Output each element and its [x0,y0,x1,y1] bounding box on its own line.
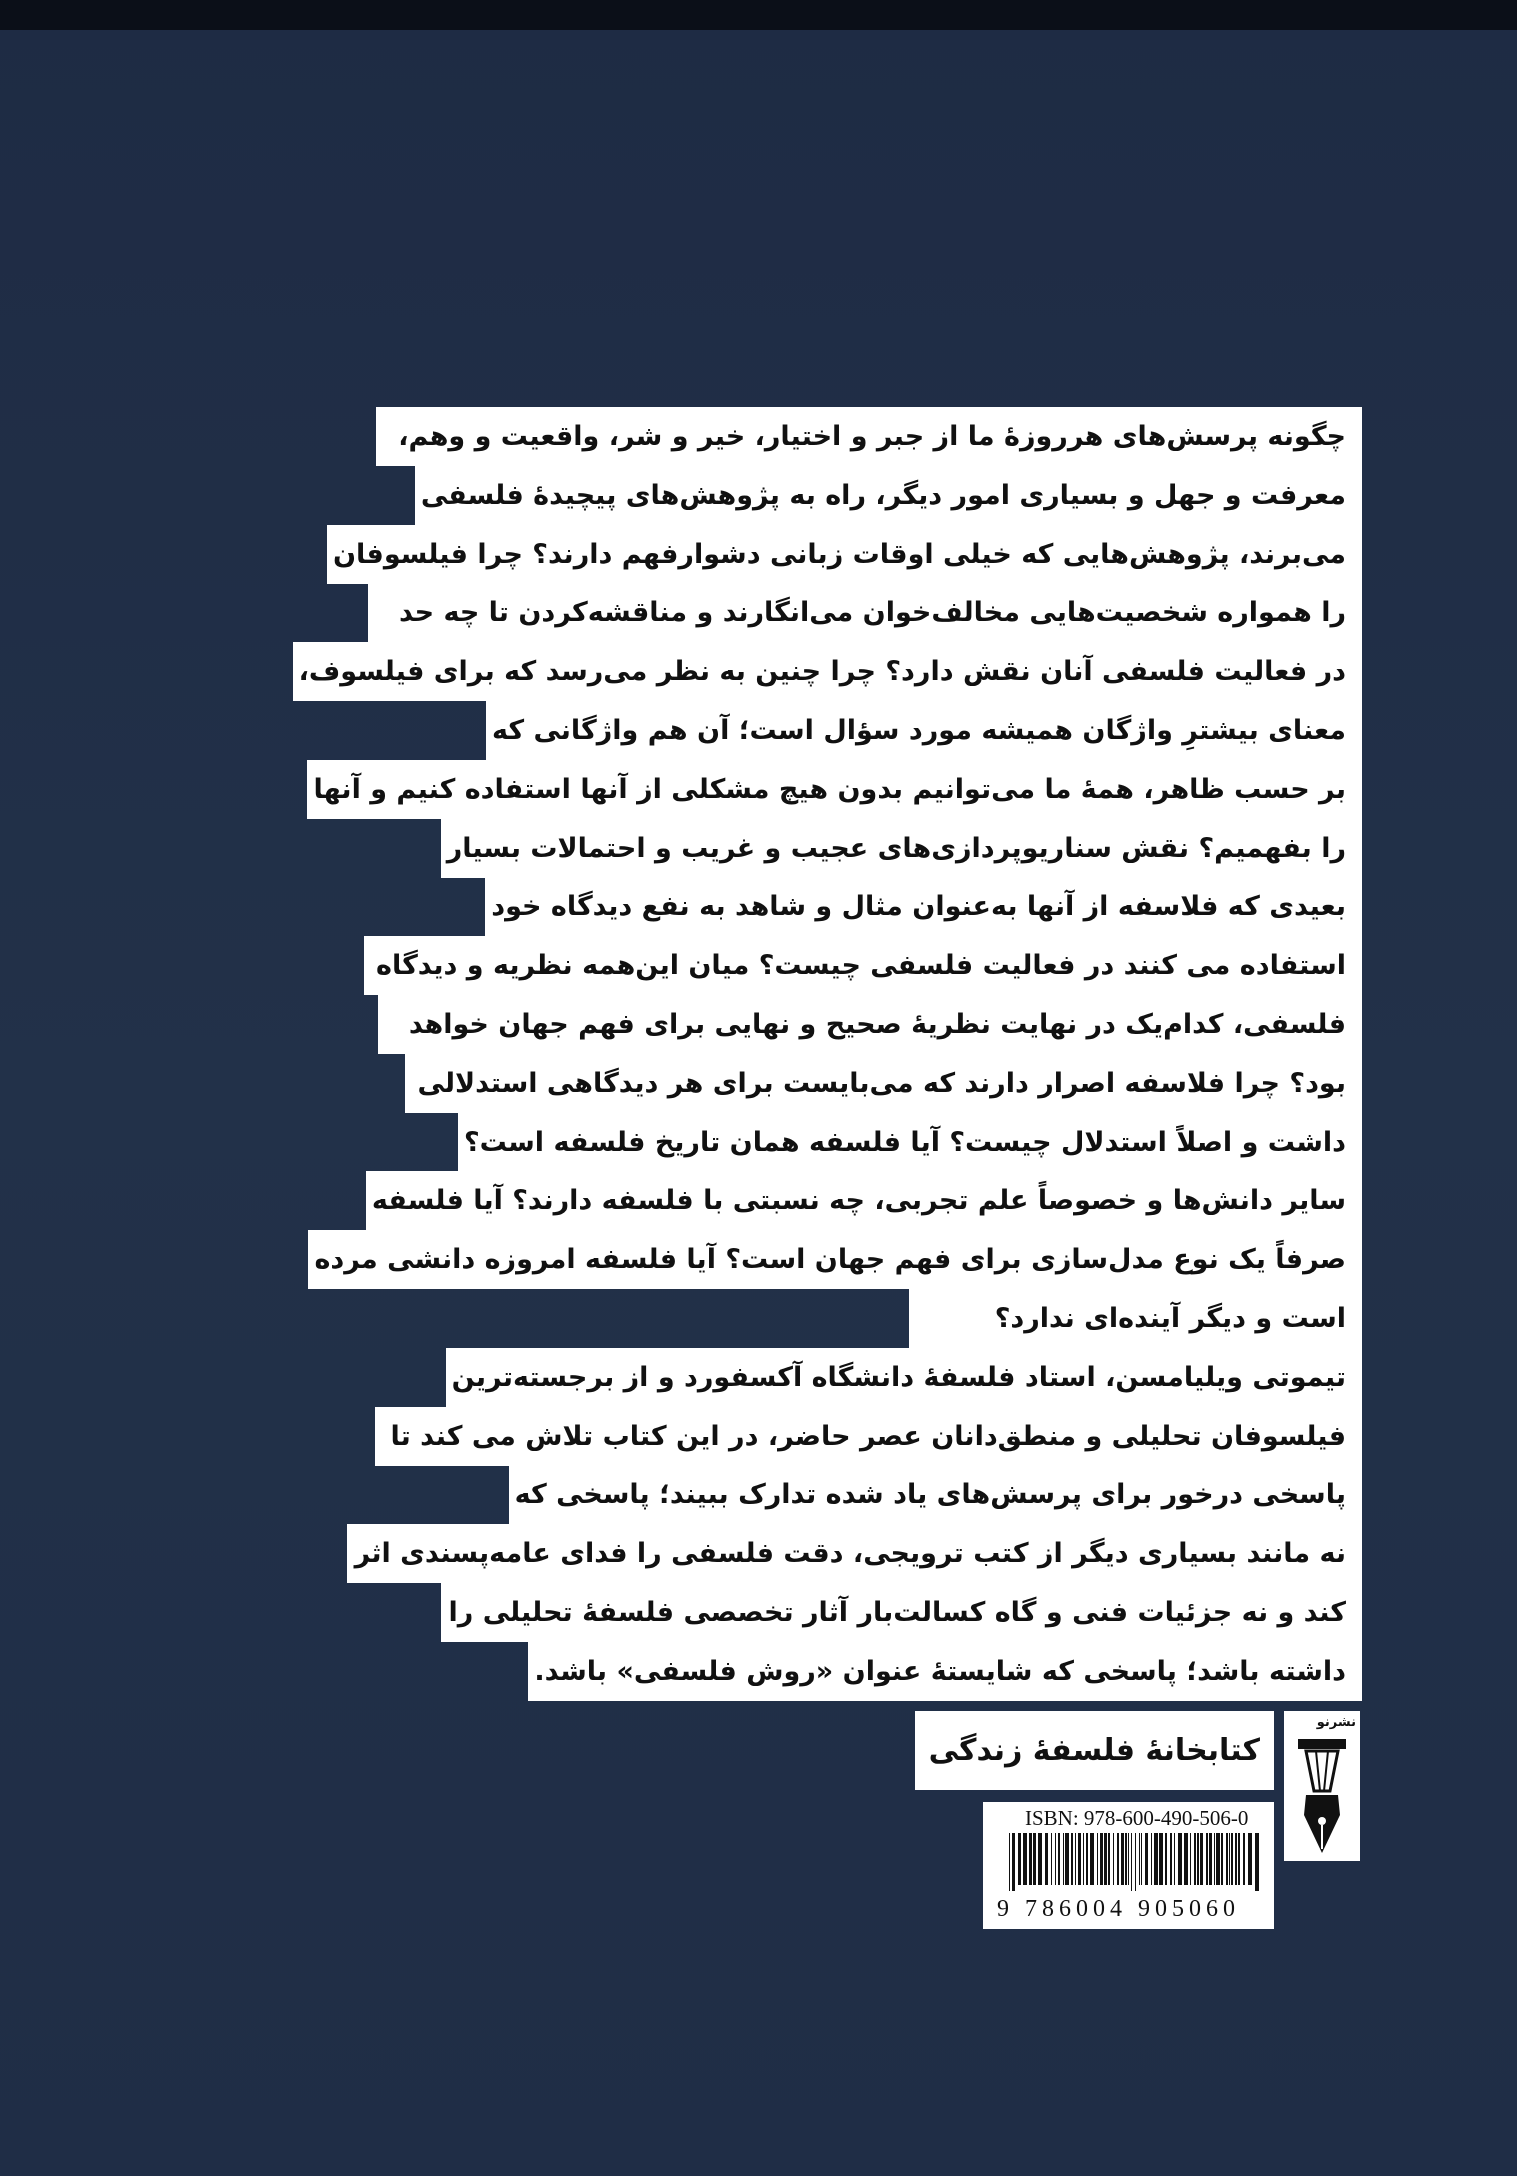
barcode-bar [1235,1833,1237,1885]
blurb-line: بود؟ چرا فلاسفه اصرار دارند که می‌بایست برای هر دیدگاهی استدلالی [405,1054,1362,1113]
barcode-bar [1100,1833,1103,1885]
barcode-bar [1151,1833,1152,1885]
blurb-line: استفاده می کنند در فعالیت فلسفی چیست؟ میان این‌همه نظریه و دیدگاه [364,936,1362,995]
barcode-bar [1009,1833,1010,1891]
barcode-bar [1029,1833,1032,1885]
pen-nib-icon [1284,1735,1360,1861]
barcode-bar [1206,1833,1208,1885]
barcode-digits: 9 786004 905060 [997,1896,1240,1922]
barcode-bar [1135,1833,1136,1891]
barcode-bar [1117,1833,1119,1885]
barcode-bar [1023,1833,1027,1885]
blurb-line: چگونه پرسش‌های هرروزهٔ ما از جبر و اختیار، خیر و شر، واقعیت و وهم، [376,407,1362,466]
barcode-bar [1075,1833,1076,1885]
barcode-bar [1078,1833,1081,1885]
barcode-bar [1214,1833,1215,1885]
barcode-bar [1221,1833,1223,1885]
blurb-line: معرفت و جهل و بسیاری امور دیگر، راه به پژوهش‌های پیچیدهٔ فلسفی [415,466,1362,525]
blurb-line: کند و نه جزئیات فنی و گاه کسالت‌بار آثار تخصصی فلسفهٔ تحلیلی را [441,1583,1362,1642]
barcode-bar [1170,1833,1172,1885]
barcode-bar [1097,1833,1098,1885]
barcode-bar [1083,1833,1084,1885]
barcode-bar [1090,1833,1094,1885]
barcode-bar [1063,1833,1064,1885]
barcode-bar [1141,1833,1142,1885]
blurb-line: را همواره شخصیت‌هایی مخالف‌خوان می‌انگارند و مناقشه‌کردن تا چه حد [368,583,1362,642]
blurb-line: سایر دانش‌ها و خصوصاً علم تجربی، چه نسبتی با فلسفه دارند؟ آیا فلسفه [366,1171,1362,1230]
barcode-bar [1197,1833,1199,1885]
barcode-bar [1165,1833,1167,1885]
barcode-bar [1178,1833,1182,1885]
blurb-line: بعیدی که فلاسفه از آنها به‌عنوان مثال و شاهد به نفع دیدگاه خود [485,877,1362,936]
blurb-line: فیلسوفان تحلیلی و منطق‌دانان عصر حاضر، در این کتاب تلاش می کند تا [375,1407,1362,1466]
blurb-line: در فعالیت فلسفی آنان نقش دارد؟ چرا چنین به نظر می‌رسد که برای فیلسوف، [293,642,1362,701]
blurb-line: است و دیگر آینده‌ای ندارد؟ [909,1289,1362,1348]
blurb-line: فلسفی، کدام‌یک در نهایت نظریهٔ صحیح و نهایی برای فهم جهان خواهد [378,995,1362,1054]
barcode-bar [1125,1833,1127,1885]
barcode-bar [1139,1833,1140,1885]
blurb-line: داشت و اصلاً استدلال چیست؟ آیا فلسفه همان تاریخ فلسفه است؟ [458,1113,1362,1172]
publisher-logo [1284,1711,1360,1861]
isbn-label: ISBN: 978-600-490-506-0 [1025,1806,1249,1830]
barcode-bars [995,1833,1263,1891]
blurb-line: می‌برند، پژوهش‌هایی که خیلی اوقات زبانی دشوارفهم دارند؟ چرا فیلسوفان [327,525,1362,584]
barcode-bar [1200,1833,1203,1885]
blurb-line: صرفاً یک نوع مدل‌سازی برای فهم جهان است؟ آیا فلسفه امروزه دانشی مرده [308,1230,1362,1289]
barcode-bar [1108,1833,1110,1885]
blurb-line: را بفهمیم؟ نقش سناریوپردازی‌های عجیب و غریب و احتمالات بسیار [441,819,1362,878]
barcode-bar [1086,1833,1088,1885]
isbn-barcode [983,1802,1274,1929]
barcode-bar [1226,1833,1228,1885]
barcode-bar [1184,1833,1188,1885]
barcode-bar [1065,1833,1069,1885]
barcode-bar [1190,1833,1191,1885]
blurb-line: تیموتی ویلیامسن، استاد فلسفهٔ دانشگاه آکسفورد و از برجسته‌ترین [446,1348,1362,1407]
barcode-bar [1012,1833,1015,1891]
barcode-bar [1045,1833,1048,1885]
barcode-bar [1194,1833,1196,1885]
barcode-bar [1121,1833,1124,1885]
barcode-bar [1131,1833,1132,1891]
blurb-line: بر حسب ظاهر، همهٔ ما می‌توانیم بدون هیچ مشکلی از آنها استفاده کنیم و آنها [307,760,1362,819]
barcode-bar [1038,1833,1042,1885]
barcode-bar [1159,1833,1163,1885]
barcode-bar [1055,1833,1056,1885]
barcode-bar [1231,1833,1233,1885]
top-edge [0,0,1517,30]
barcode-bar [1128,1833,1129,1885]
barcode-bar [1248,1833,1252,1885]
barcode-bar [1174,1833,1175,1885]
barcode-bar [1238,1833,1240,1885]
blurb-line: نه مانند بسیاری دیگر از کتب ترویجی، دقت فلسفی را فدای عامه‌پسندی اثر [347,1524,1362,1583]
barcode-bar [1051,1833,1052,1885]
barcode-bar [1145,1833,1148,1885]
barcode-bar [1058,1833,1060,1885]
barcode-bar [1243,1833,1245,1885]
barcode-bar [1104,1833,1107,1885]
blurb-line: داشته باشد؛ پاسخی که شایستهٔ عنوان «روش فلسفی» باشد. [528,1642,1362,1701]
barcode-bar [1033,1833,1036,1885]
blurb-line: پاسخی درخور برای پرسش‌های یاد شده تدارک ببیند؛ پاسخی که [509,1465,1362,1524]
publisher-name: نشرنو [1316,1715,1356,1730]
series-title: کتابخانهٔ فلسفهٔ زندگی [915,1711,1274,1790]
barcode-bar [1113,1833,1114,1885]
barcode-bar [1216,1833,1220,1885]
barcode-bar [1255,1833,1259,1891]
barcode-bar [1071,1833,1073,1885]
barcode-bar [1018,1833,1021,1885]
barcode-bar [1154,1833,1158,1885]
barcode-bar [1209,1833,1212,1885]
blurb-line: معنای بیشترِ واژگان همیشه مورد سؤال است؛ آن هم واژگانی که [486,701,1362,760]
barcode-bar [1229,1833,1230,1885]
